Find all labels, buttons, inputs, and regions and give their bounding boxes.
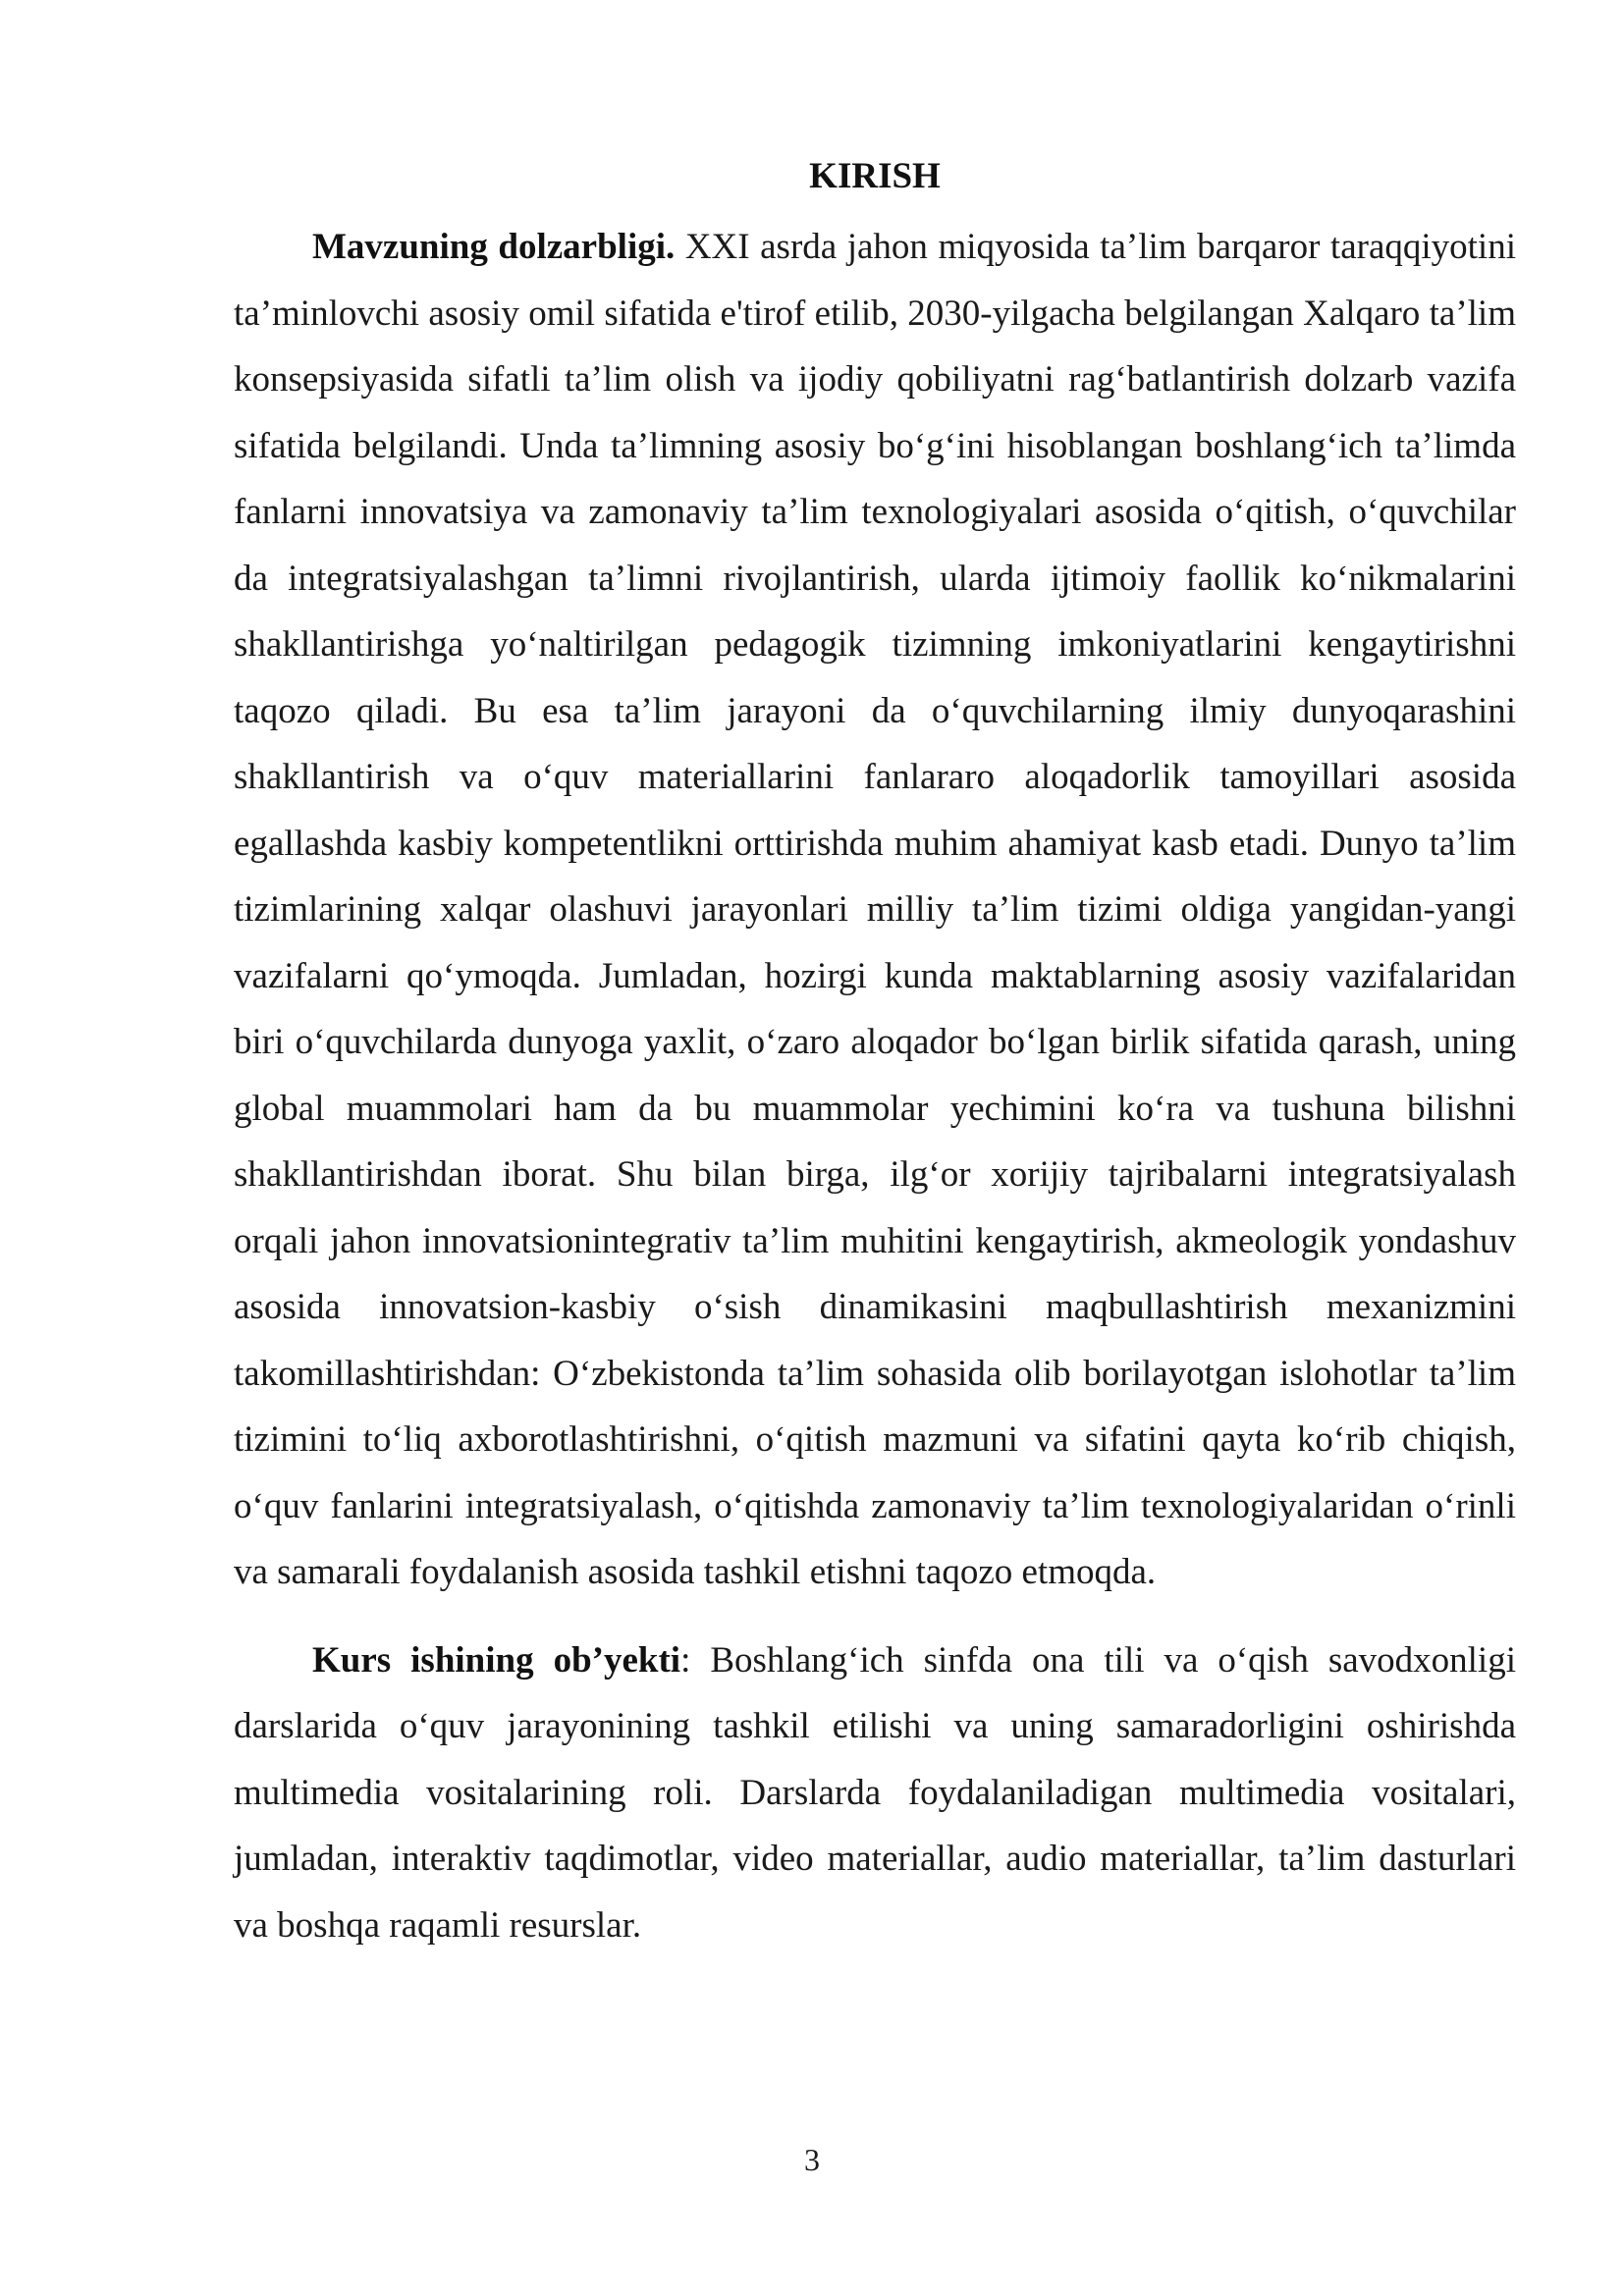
- paragraph-object-text: : Boshlang‘ich sinfda ona tili va o‘qish savodxonligi darslarida o‘quv jarayonining tashkil etilishi va uning samaradorligini oshirishda multimedia vositalarining roli. Darslarda foydalaniladigan multimedia vositalari, jumladan, interaktiv taqdimotlar, video materiallar, audio materiallar, ta’lim dasturlari va boshqa raqamli resurslar.: [234, 1639, 1516, 1946]
- paragraph-relevance-text: XXI asrda jahon miqyosida ta’lim barqaror taraqqiyotini ta’minlovchi asosiy omil sifatida e'tirof etilib, 2030-yilgacha belgilangan Xalqaro ta’lim konsepsiyasida sifatli ta’lim olish va ijodiy qobiliyatni rag‘batlantirish dolzarb vazifa sifatida belgilandi. Unda ta’limning asosiy bo‘g‘ini hisoblangan boshlang‘ich ta’limda fanlarni innovatsiya va zamonaviy ta’lim texnologiyalari asosida o‘qitish, o‘quvchilar da integratsiyalashgan ta’limni rivojlantirish, ularda ijtimoiy faollik ko‘nikmalarini shakllantirishga yo‘naltirilgan pedagogik tizimning imkoniyatlarini kengaytirishni taqozo qiladi. Bu esa ta’lim jarayoni da o‘quvchilarning ilmiy dunyoqarashini shakllantirish va o‘quv materiallarini fanlararo aloqadorlik tamoyillari asosida egallashda kasbiy kompetentlikni orttirishda muhim ahamiyat kasb etadi. Dunyo ta’lim tizimlarining xalqar olashuvi jarayonlari milliy ta’lim tizimi oldiga yangidan-yangi vazifalarni qo‘ymoqda. Jumladan, hozirgi kunda maktablarning asosiy vazifalaridan biri o‘quvchilarda dunyoga yaxlit, o‘zaro aloqador bo‘lgan birlik sifatida qarash, uning global muammolari ham da bu muammolar yechimini ko‘ra va tushuna bilishni shakllantirishdan iborat. Shu bilan birga, ilg‘or xorijiy tajribalarni integratsiyalash orqali jahon innovatsionintegrativ ta’lim muhitini kengaytirish, akmeologik yondashuv asosida innovatsion-kasbiy o‘sish dinamikasini maqbullashtirish mexanizmini takomillashtirishdan: O‘zbekistonda ta’lim sohasida olib borilayotgan islohotlar ta’lim tizimini to‘liq axborotlashtirishni, o‘qitish mazmuni va sifatini qayta ko‘rib chiqish, o‘quv fanlarini integratsiyalash, o‘qitishda zamonaviy ta’lim texnologiyalaridan o‘rinli va samarali foydalanish asosida tashkil etishni taqozo etmoqda.: [234, 227, 1516, 1592]
- paragraph-relevance-lead: Mavzuning dolzarbligi.: [312, 227, 676, 267]
- page-number: 3: [804, 2142, 820, 2177]
- document-page: [234, 147, 1516, 1958]
- section-heading: KIRISH: [809, 156, 941, 196]
- paragraph-object-lead: Kurs ishining ob’yekti: [312, 1639, 681, 1681]
- paragraph-relevance: [234, 214, 1516, 1606]
- paragraph-object: [234, 1628, 1516, 1959]
